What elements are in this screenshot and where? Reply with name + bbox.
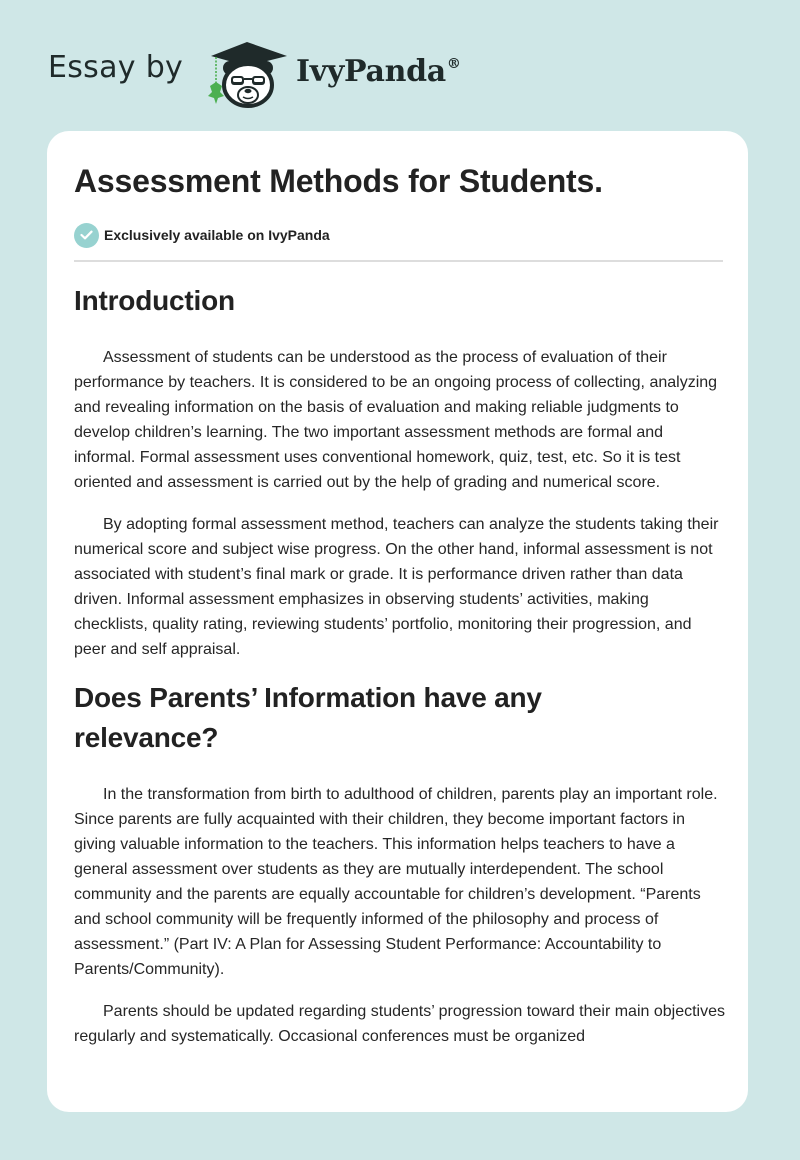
registered-mark: ®: [446, 56, 461, 72]
section-parents-information: [74, 678, 726, 1049]
section-introduction: [74, 281, 726, 662]
brand-text: IvyPanda: [296, 54, 446, 89]
badge-text: Exclusively available on IvyPanda: [104, 227, 330, 243]
paragraph: Assessment of students can be understood as the process of evaluation of their performance by teachers. It is considered to be an ongoing process of collecting, analyzing and revealing information on the basis of evaluation and making reliable judgments to develop children’s learning. The two important assessment methods are formal and informal. Formal assessment uses conventional homework, quiz, test, etc. So it is test oriented and assessment is carried out by the help of grading and numerical score.: [74, 349, 718, 491]
brand-name[interactable]: [296, 54, 461, 89]
essay-body: [74, 281, 726, 1049]
paragraph: In the transformation from birth to adulthood of children, parents play an important role. Since parents are fully acquainted with their children, they become important factors in giving valuable information to the teachers. This information helps teachers to have a general assessment over students as they are mutually interdependent. The school community and the parents are equally accountable for children’s development. “Parents and school community will be frequently informed of the philosophy and process of assessment.” (Part IV: A Plan for Assessing Student Performance: Accountability to Parents/Community).: [74, 786, 718, 978]
exclusive-badge: [74, 222, 330, 248]
section-heading: Does Parents’ Information have any relevance?: [74, 682, 542, 753]
site-header: [0, 0, 800, 130]
check-circle-icon: [74, 223, 99, 248]
title-divider: [74, 260, 723, 262]
essay-by-label: Essay by: [48, 50, 184, 85]
paragraph: Parents should be updated regarding students’ progression toward their main objectives regularly and systematically. Occasional conferences must be organized: [74, 1003, 725, 1045]
panda-logo-icon[interactable]: [203, 36, 293, 108]
paragraph: By adopting formal assessment method, teachers can analyze the students taking their numerical score and subject wise progress. On the other hand, informal assessment is not associated with student’s final mark or grade. It is performance driven rather than data driven. Informal assessment emphasizes in observing students’ activities, making checklists, quality rating, reviewing students’ portfolio, monitoring their progression, and peer and self appraisal.: [74, 516, 719, 658]
section-heading: Introduction: [74, 285, 235, 316]
essay-card: [47, 131, 748, 1112]
page-title: Assessment Methods for Students.: [74, 163, 603, 199]
